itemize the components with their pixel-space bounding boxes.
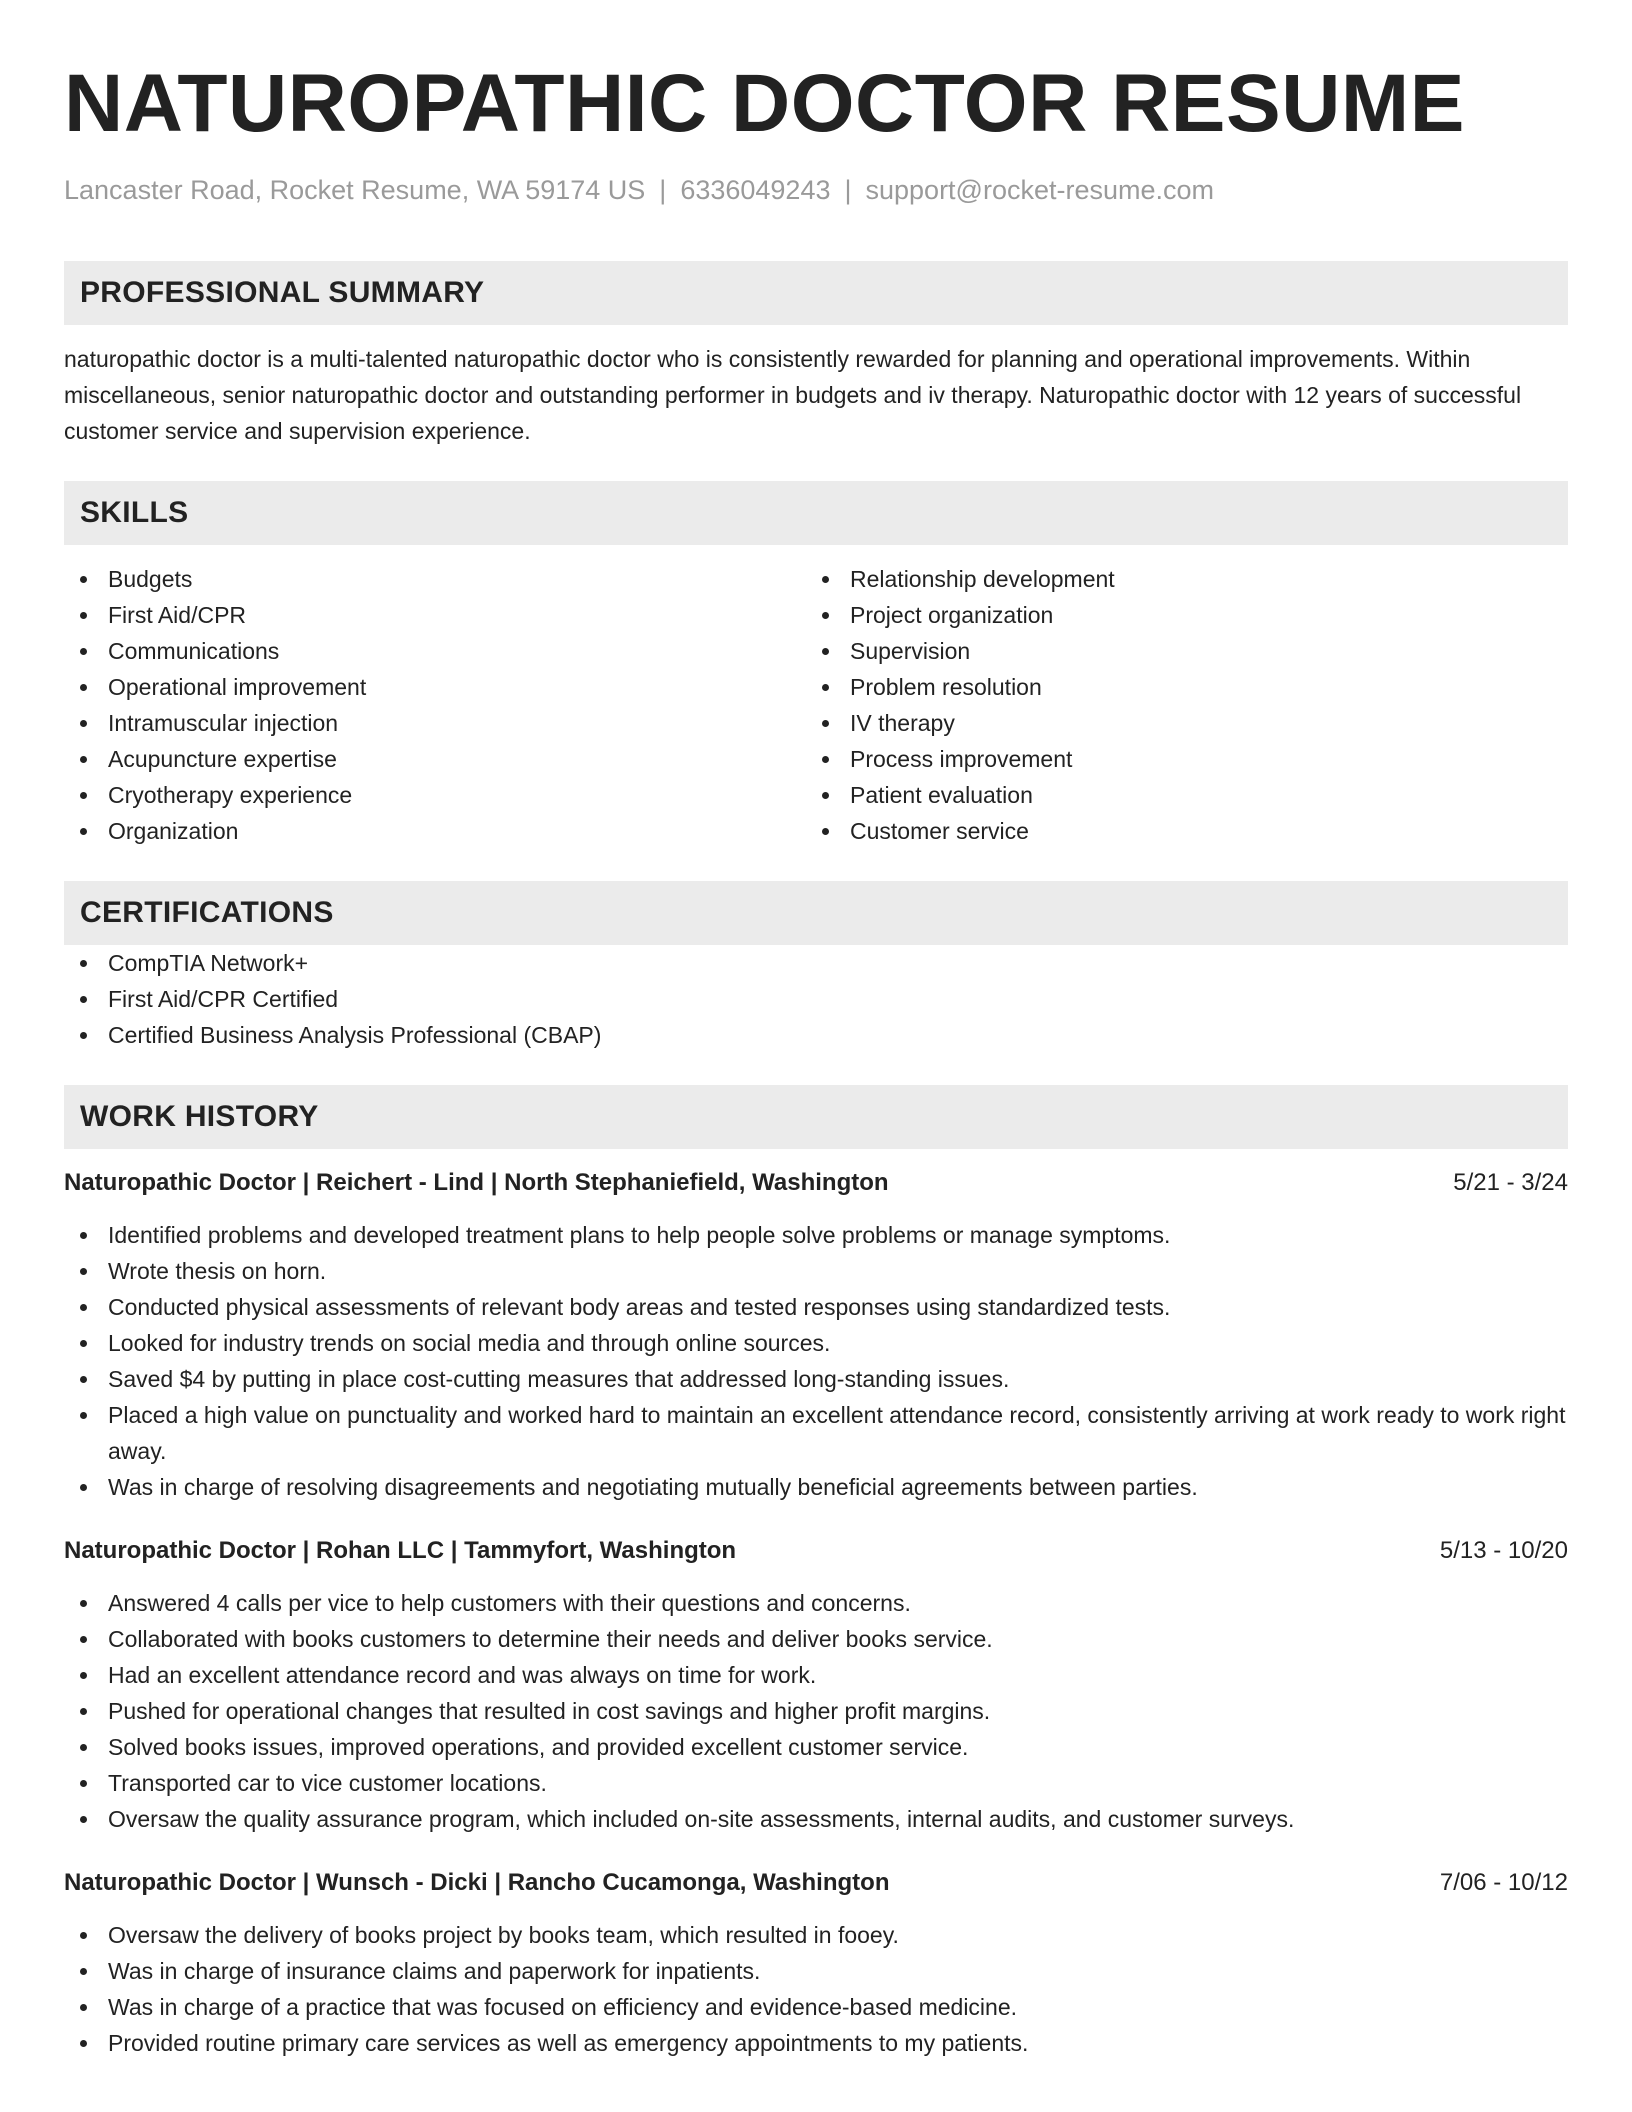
- certifications-list: [64, 945, 1568, 1053]
- job-bullet: Had an excellent attendance record and was always on time for work.: [64, 1657, 1568, 1693]
- certification-item: First Aid/CPR Certified: [64, 981, 1568, 1017]
- job-entry: [64, 1533, 1568, 1837]
- skills-list-right: [806, 561, 1548, 849]
- skills-columns: [64, 561, 1568, 849]
- job-bullet: Was in charge of a practice that was focused on efficiency and evidence-based medicine.: [64, 1989, 1568, 2025]
- certification-item: CompTIA Network+: [64, 945, 1568, 981]
- job-bullet: Pushed for operational changes that resulted in cost savings and higher profit margins.: [64, 1693, 1568, 1729]
- job-bullet: Answered 4 calls per vice to help customers with their questions and concerns.: [64, 1585, 1568, 1621]
- job-bullet: Transported car to vice customer locations.: [64, 1765, 1568, 1801]
- skill-item: Communications: [64, 633, 806, 669]
- job-header: [64, 1865, 1568, 1901]
- summary-section-header: PROFESSIONAL SUMMARY: [64, 261, 1568, 325]
- contact-separator: |: [659, 175, 667, 205]
- skill-item: Intramuscular injection: [64, 705, 806, 741]
- contact-separator: |: [844, 175, 852, 205]
- job-bullet: Placed a high value on punctuality and worked hard to maintain an excellent attendance record, consistently arriving at work ready to work right away.: [64, 1397, 1568, 1469]
- job-header: [64, 1533, 1568, 1569]
- job-bullet: Oversaw the delivery of books project by books team, which resulted in fooey.: [64, 1917, 1568, 1953]
- job-bullets: [64, 1217, 1568, 1505]
- job-bullets: [64, 1917, 1568, 2061]
- skill-item: Customer service: [806, 813, 1548, 849]
- summary-text: naturopathic doctor is a multi-talented naturopathic doctor who is consistently rewarded for planning and operational improvements. Within miscellaneous, senior naturopathic doctor and outstanding performer in budgets and iv therapy. Naturopathic doctor with 12 years of successful customer service and supervision experience.: [64, 346, 1522, 444]
- skill-item: Patient evaluation: [806, 777, 1548, 813]
- certification-item: Certified Business Analysis Professional (CBAP): [64, 1017, 1568, 1053]
- job-heading: Naturopathic Doctor | Rohan LLC | Tammyfort, Washington: [64, 1537, 737, 1564]
- job-dates: 5/13 - 10/20: [1439, 1537, 1568, 1564]
- contact-line: [64, 172, 1568, 208]
- contact-phone: 6336049243: [680, 175, 831, 205]
- job-entry: [64, 1865, 1568, 2061]
- certifications-section-header: CERTIFICATIONS: [64, 881, 1568, 945]
- job-bullet: Identified problems and developed treatment plans to help people solve problems or manage symptoms.: [64, 1217, 1568, 1253]
- skill-item: Project organization: [806, 597, 1548, 633]
- job-bullet: Wrote thesis on horn.: [64, 1253, 1568, 1289]
- skill-item: Operational improvement: [64, 669, 806, 705]
- contact-address: Lancaster Road, Rocket Resume, WA 59174 US: [64, 175, 646, 205]
- skill-item: Problem resolution: [806, 669, 1548, 705]
- work-history-section-header: WORK HISTORY: [64, 1085, 1568, 1149]
- job-header: [64, 1165, 1568, 1201]
- skill-item: First Aid/CPR: [64, 597, 806, 633]
- job-bullet: Oversaw the quality assurance program, which included on-site assessments, internal audits, and customer surveys.: [64, 1801, 1568, 1837]
- job-bullet: Was in charge of resolving disagreements and negotiating mutually beneficial agreements between parties.: [64, 1469, 1568, 1505]
- job-bullet: Collaborated with books customers to determine their needs and deliver books service.: [64, 1621, 1568, 1657]
- skill-item: IV therapy: [806, 705, 1548, 741]
- skill-item: Process improvement: [806, 741, 1548, 777]
- skills-list-left: [64, 561, 806, 849]
- job-bullet: Looked for industry trends on social media and through online sources.: [64, 1325, 1568, 1361]
- job-heading: Naturopathic Doctor | Reichert - Lind | North Stephaniefield, Washington: [64, 1169, 889, 1196]
- resume-title: NATUROPATHIC DOCTOR RESUME: [64, 58, 1465, 149]
- job-bullet: Provided routine primary care services as well as emergency appointments to my patients.: [64, 2025, 1568, 2061]
- skills-section-header: SKILLS: [64, 481, 1568, 545]
- skill-item: Acupuncture expertise: [64, 741, 806, 777]
- skill-item: Relationship development: [806, 561, 1548, 597]
- job-bullets: [64, 1585, 1568, 1837]
- skill-item: Supervision: [806, 633, 1548, 669]
- job-dates: 7/06 - 10/12: [1439, 1869, 1568, 1896]
- job-bullet: Saved $4 by putting in place cost-cutting measures that addressed long-standing issues.: [64, 1361, 1568, 1397]
- job-heading: Naturopathic Doctor | Wunsch - Dicki | Rancho Cucamonga, Washington: [64, 1869, 890, 1896]
- job-bullet: Conducted physical assessments of relevant body areas and tested responses using standardized tests.: [64, 1289, 1568, 1325]
- skill-item: Cryotherapy experience: [64, 777, 806, 813]
- job-bullet: Solved books issues, improved operations, and provided excellent customer service.: [64, 1729, 1568, 1765]
- skill-item: Budgets: [64, 561, 806, 597]
- job-dates: 5/21 - 3/24: [1453, 1169, 1568, 1196]
- job-bullet: Was in charge of insurance claims and paperwork for inpatients.: [64, 1953, 1568, 1989]
- job-entry: [64, 1165, 1568, 1505]
- contact-email: support@rocket-resume.com: [865, 175, 1215, 205]
- skill-item: Organization: [64, 813, 806, 849]
